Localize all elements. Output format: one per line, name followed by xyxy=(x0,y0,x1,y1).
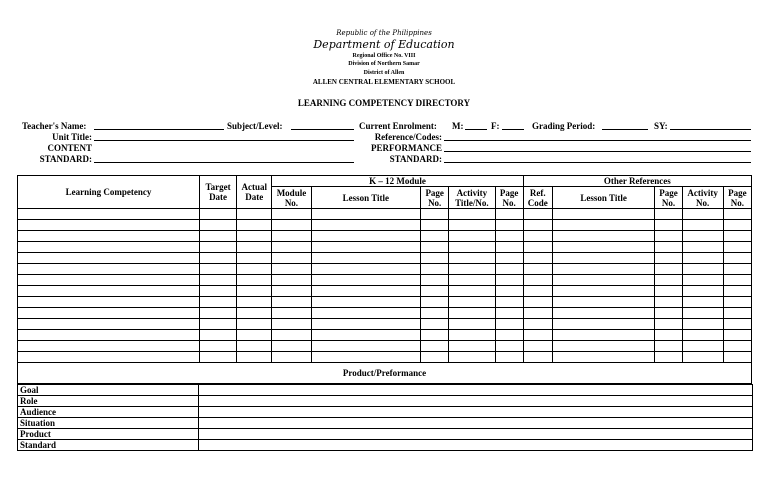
table-cell[interactable] xyxy=(682,264,723,275)
table-cell[interactable] xyxy=(272,286,311,297)
table-cell[interactable] xyxy=(449,209,495,220)
table-cell[interactable] xyxy=(523,286,552,297)
product-row-label: Goal xyxy=(18,385,199,396)
table-cell[interactable] xyxy=(272,308,311,319)
table-cell[interactable] xyxy=(523,319,552,330)
table-cell[interactable] xyxy=(199,341,236,352)
table-cell[interactable] xyxy=(495,286,523,297)
grading-period-label: Grading Period: xyxy=(532,121,596,131)
table-cell[interactable] xyxy=(237,209,272,220)
table-cell[interactable] xyxy=(311,209,421,220)
table-cell[interactable] xyxy=(655,209,682,220)
table-cell[interactable] xyxy=(311,253,421,264)
table-cell[interactable] xyxy=(682,341,723,352)
table-cell[interactable] xyxy=(18,220,200,231)
product-row-label: Situation xyxy=(18,418,199,429)
reference-codes-field[interactable] xyxy=(444,140,751,141)
header-target-date: Target Date xyxy=(199,176,236,209)
table-cell[interactable] xyxy=(272,330,311,341)
table-cell[interactable] xyxy=(237,341,272,352)
table-cell[interactable] xyxy=(682,308,723,319)
table-cell[interactable] xyxy=(18,209,200,220)
table-cell[interactable] xyxy=(421,286,449,297)
header-k12-module: K – 12 Module xyxy=(272,176,523,187)
table-cell[interactable] xyxy=(523,220,552,231)
content-label: CONTENT xyxy=(47,143,92,153)
table-cell[interactable] xyxy=(655,253,682,264)
table-cell[interactable] xyxy=(723,308,751,319)
table-cell[interactable] xyxy=(272,319,311,330)
product-row-situation xyxy=(18,418,753,429)
school-heading: ALLEN CENTRAL ELEMENTARY SCHOOL xyxy=(312,78,456,86)
table-cell[interactable] xyxy=(723,264,751,275)
table-cell[interactable] xyxy=(449,264,495,275)
table-cell[interactable] xyxy=(421,242,449,253)
table-cell[interactable] xyxy=(449,231,495,242)
table-cell[interactable] xyxy=(311,231,421,242)
table-cell[interactable] xyxy=(723,209,751,220)
table-cell[interactable] xyxy=(523,297,552,308)
product-row-goal xyxy=(18,385,753,396)
table-cell[interactable] xyxy=(421,231,449,242)
product-row-standard xyxy=(18,440,753,451)
table-cell[interactable] xyxy=(272,253,311,264)
product-row-label: Role xyxy=(18,396,199,407)
table-cell[interactable] xyxy=(682,209,723,220)
table-cell[interactable] xyxy=(723,319,751,330)
table-cell[interactable] xyxy=(723,297,751,308)
table-cell[interactable] xyxy=(199,253,236,264)
table-cell[interactable] xyxy=(723,253,751,264)
table-cell[interactable] xyxy=(495,242,523,253)
table-cell[interactable] xyxy=(523,253,552,264)
table-cell[interactable] xyxy=(449,275,495,286)
table-cell[interactable] xyxy=(18,286,200,297)
table-cell[interactable] xyxy=(682,319,723,330)
table-cell[interactable] xyxy=(655,297,682,308)
header-module-no: Module No. xyxy=(272,187,311,209)
header-activity-no: Activity No. xyxy=(682,187,723,209)
header-other-page-no: Page No. xyxy=(723,187,751,209)
subject-level-label: Subject/Level: xyxy=(227,121,283,131)
table-cell[interactable] xyxy=(237,231,272,242)
table-row xyxy=(18,253,752,264)
header-learning-competency: Learning Competency xyxy=(18,176,200,209)
table-cell[interactable] xyxy=(237,308,272,319)
table-cell[interactable] xyxy=(552,286,655,297)
table-cell[interactable] xyxy=(495,264,523,275)
table-cell[interactable] xyxy=(18,352,200,363)
product-row-label: Product xyxy=(18,429,199,440)
department-heading: Department of Education xyxy=(313,38,455,51)
table-cell[interactable] xyxy=(237,264,272,275)
table-row xyxy=(18,286,752,297)
unit-title-label: Unit Title: xyxy=(52,132,92,142)
table-cell[interactable] xyxy=(655,330,682,341)
table-cell[interactable] xyxy=(495,231,523,242)
header-ref-code: Ref. Code xyxy=(523,187,552,209)
product-row-label: Audience xyxy=(18,407,199,418)
product-row-field[interactable] xyxy=(199,385,753,396)
table-cell[interactable] xyxy=(655,275,682,286)
table-cell[interactable] xyxy=(421,341,449,352)
table-cell[interactable] xyxy=(18,253,200,264)
table-cell[interactable] xyxy=(421,319,449,330)
table-cell[interactable] xyxy=(449,220,495,231)
teacher-name-field[interactable] xyxy=(94,129,224,130)
table-cell[interactable] xyxy=(552,330,655,341)
table-cell[interactable] xyxy=(495,297,523,308)
table-cell[interactable] xyxy=(552,341,655,352)
performance-field[interactable] xyxy=(444,151,751,152)
table-row xyxy=(18,352,752,363)
table-cell[interactable] xyxy=(449,297,495,308)
republic-heading: Republic of the Philippines xyxy=(336,29,432,37)
table-cell[interactable] xyxy=(199,319,236,330)
table-row xyxy=(18,308,752,319)
table-cell[interactable] xyxy=(449,242,495,253)
table-cell[interactable] xyxy=(18,341,200,352)
table-cell[interactable] xyxy=(18,275,200,286)
table-cell[interactable] xyxy=(272,275,311,286)
table-cell[interactable] xyxy=(199,330,236,341)
region-heading: Regional Office No. VIII xyxy=(352,53,416,59)
table-cell[interactable] xyxy=(523,352,552,363)
table-cell[interactable] xyxy=(18,330,200,341)
table-cell[interactable] xyxy=(655,341,682,352)
table-row xyxy=(18,297,752,308)
product-row-label: Standard xyxy=(18,440,199,451)
header-actual-date: Actual Date xyxy=(237,176,272,209)
table-cell[interactable] xyxy=(495,209,523,220)
table-cell[interactable] xyxy=(421,220,449,231)
table-cell[interactable] xyxy=(655,231,682,242)
table-cell[interactable] xyxy=(237,220,272,231)
table-cell[interactable] xyxy=(421,209,449,220)
table-cell[interactable] xyxy=(523,308,552,319)
table-cell[interactable] xyxy=(421,352,449,363)
table-cell[interactable] xyxy=(311,264,421,275)
table-cell[interactable] xyxy=(682,275,723,286)
table-cell[interactable] xyxy=(495,330,523,341)
table-row xyxy=(18,231,752,242)
table-cell[interactable] xyxy=(18,264,200,275)
subject-level-field[interactable] xyxy=(291,129,354,130)
table-cell[interactable] xyxy=(237,297,272,308)
table-cell[interactable] xyxy=(421,275,449,286)
district-heading: District of Allen xyxy=(363,70,405,76)
current-enrolment-label: Current Enrolment: xyxy=(359,121,437,131)
table-cell[interactable] xyxy=(237,242,272,253)
table-cell[interactable] xyxy=(682,220,723,231)
table-cell[interactable] xyxy=(523,275,552,286)
product-row-product xyxy=(18,429,753,440)
content-standard-field[interactable] xyxy=(94,162,354,163)
header-lesson-title: Lesson Title xyxy=(311,187,421,209)
table-cell[interactable] xyxy=(723,286,751,297)
table-cell[interactable] xyxy=(237,286,272,297)
table-cell[interactable] xyxy=(723,330,751,341)
table-cell[interactable] xyxy=(449,308,495,319)
table-cell[interactable] xyxy=(552,264,655,275)
teacher-name-label: Teacher's Name: xyxy=(22,121,87,131)
table-cell[interactable] xyxy=(552,319,655,330)
product-row-audience xyxy=(18,407,753,418)
content-standard-label: STANDARD: xyxy=(39,154,92,164)
table-cell[interactable] xyxy=(449,352,495,363)
table-row xyxy=(18,209,752,220)
table-cell[interactable] xyxy=(199,264,236,275)
grading-period-field[interactable] xyxy=(602,129,648,130)
table-cell[interactable] xyxy=(421,253,449,264)
product-row-field[interactable] xyxy=(199,407,753,418)
table-cell[interactable] xyxy=(523,330,552,341)
table-cell[interactable] xyxy=(199,352,236,363)
table-cell[interactable] xyxy=(495,253,523,264)
table-cell[interactable] xyxy=(552,275,655,286)
table-cell[interactable] xyxy=(523,242,552,253)
table-cell[interactable] xyxy=(237,275,272,286)
table-row xyxy=(18,275,752,286)
table-cell[interactable] xyxy=(18,319,200,330)
male-field[interactable] xyxy=(465,129,487,130)
table-cell[interactable] xyxy=(421,330,449,341)
table-cell[interactable] xyxy=(449,330,495,341)
table-cell[interactable] xyxy=(523,341,552,352)
table-row xyxy=(18,220,752,231)
table-cell[interactable] xyxy=(311,242,421,253)
table-cell[interactable] xyxy=(552,242,655,253)
table-cell[interactable] xyxy=(682,297,723,308)
product-performance-table xyxy=(17,384,753,451)
male-label: M: xyxy=(452,121,464,131)
document-title: LEARNING COMPETENCY DIRECTORY xyxy=(297,98,471,108)
table-cell[interactable] xyxy=(311,308,421,319)
table-cell[interactable] xyxy=(723,341,751,352)
table-cell[interactable] xyxy=(272,231,311,242)
header-page-no: Page No. xyxy=(495,187,523,209)
table-cell[interactable] xyxy=(552,231,655,242)
header-activity-title-no: Activity Title/No. xyxy=(449,187,495,209)
table-cell[interactable] xyxy=(723,231,751,242)
table-cell[interactable] xyxy=(199,209,236,220)
division-heading: Division of Northern Samar xyxy=(348,61,420,67)
table-cell[interactable] xyxy=(272,264,311,275)
table-cell[interactable] xyxy=(682,253,723,264)
table-cell[interactable] xyxy=(552,209,655,220)
table-row xyxy=(18,264,752,275)
table-row xyxy=(18,330,752,341)
table-cell[interactable] xyxy=(272,242,311,253)
table-cell[interactable] xyxy=(682,242,723,253)
table-cell[interactable] xyxy=(272,209,311,220)
reference-codes-label: Reference/Codes: xyxy=(374,132,442,142)
table-cell[interactable] xyxy=(682,330,723,341)
table-cell[interactable] xyxy=(311,286,421,297)
table-cell[interactable] xyxy=(311,341,421,352)
table-cell[interactable] xyxy=(655,352,682,363)
product-row-field[interactable] xyxy=(199,418,753,429)
table-cell[interactable] xyxy=(18,231,200,242)
product-performance-heading: Product/Preformance xyxy=(18,363,752,384)
sy-field[interactable] xyxy=(670,129,751,130)
table-cell[interactable] xyxy=(723,275,751,286)
table-cell[interactable] xyxy=(495,352,523,363)
table-cell[interactable] xyxy=(552,253,655,264)
header-other-lesson-title: Lesson Title xyxy=(552,187,655,209)
table-cell[interactable] xyxy=(655,220,682,231)
table-cell[interactable] xyxy=(199,297,236,308)
table-cell[interactable] xyxy=(495,319,523,330)
table-row xyxy=(18,319,752,330)
table-row xyxy=(18,341,752,352)
table-cell[interactable] xyxy=(655,308,682,319)
competency-table xyxy=(17,175,752,384)
table-cell[interactable] xyxy=(449,253,495,264)
table-cell[interactable] xyxy=(421,297,449,308)
performance-standard-label: STANDARD: xyxy=(389,154,442,164)
table-cell[interactable] xyxy=(495,308,523,319)
table-cell[interactable] xyxy=(552,352,655,363)
table-cell[interactable] xyxy=(449,341,495,352)
table-cell[interactable] xyxy=(199,308,236,319)
table-cell[interactable] xyxy=(237,319,272,330)
table-cell[interactable] xyxy=(421,308,449,319)
table-cell[interactable] xyxy=(272,220,311,231)
table-cell[interactable] xyxy=(449,319,495,330)
table-cell[interactable] xyxy=(523,231,552,242)
table-cell[interactable] xyxy=(552,220,655,231)
product-row-role xyxy=(18,396,753,407)
table-cell[interactable] xyxy=(237,330,272,341)
table-cell[interactable] xyxy=(655,264,682,275)
performance-label: PERFORMANCE xyxy=(371,143,442,153)
female-label: F: xyxy=(491,121,500,131)
table-cell[interactable] xyxy=(523,264,552,275)
product-row-field[interactable] xyxy=(199,429,753,440)
table-cell[interactable] xyxy=(199,220,236,231)
table-cell[interactable] xyxy=(311,297,421,308)
table-cell[interactable] xyxy=(655,319,682,330)
table-cell[interactable] xyxy=(682,231,723,242)
header-other-references: Other References xyxy=(523,176,751,187)
unit-title-field[interactable] xyxy=(94,140,354,141)
table-cell[interactable] xyxy=(199,231,236,242)
table-cell[interactable] xyxy=(199,242,236,253)
table-cell[interactable] xyxy=(552,308,655,319)
product-row-field[interactable] xyxy=(199,396,753,407)
table-cell[interactable] xyxy=(199,286,236,297)
table-cell[interactable] xyxy=(523,209,552,220)
table-cell[interactable] xyxy=(272,352,311,363)
table-cell[interactable] xyxy=(495,220,523,231)
table-cell[interactable] xyxy=(199,275,236,286)
table-cell[interactable] xyxy=(655,242,682,253)
table-cell[interactable] xyxy=(272,341,311,352)
sy-label: SY: xyxy=(654,121,668,131)
table-cell[interactable] xyxy=(311,330,421,341)
table-cell[interactable] xyxy=(311,319,421,330)
table-cell[interactable] xyxy=(311,352,421,363)
table-cell[interactable] xyxy=(449,286,495,297)
table-cell[interactable] xyxy=(18,297,200,308)
female-field[interactable] xyxy=(502,129,524,130)
table-cell[interactable] xyxy=(682,286,723,297)
table-cell[interactable] xyxy=(495,275,523,286)
table-cell[interactable] xyxy=(18,308,200,319)
header-other-page-no: Page No. xyxy=(655,187,682,209)
table-cell[interactable] xyxy=(311,220,421,231)
table-cell[interactable] xyxy=(237,352,272,363)
table-cell[interactable] xyxy=(552,297,655,308)
table-cell[interactable] xyxy=(272,297,311,308)
performance-standard-field[interactable] xyxy=(444,162,751,163)
product-row-field[interactable] xyxy=(199,440,753,451)
table-cell[interactable] xyxy=(682,352,723,363)
table-cell[interactable] xyxy=(421,264,449,275)
table-cell[interactable] xyxy=(495,341,523,352)
table-cell[interactable] xyxy=(723,242,751,253)
table-cell[interactable] xyxy=(18,242,200,253)
header-page-no: Page No. xyxy=(421,187,449,209)
table-cell[interactable] xyxy=(237,253,272,264)
table-cell[interactable] xyxy=(723,220,751,231)
table-row xyxy=(18,242,752,253)
table-cell[interactable] xyxy=(723,352,751,363)
table-cell[interactable] xyxy=(655,286,682,297)
table-cell[interactable] xyxy=(311,275,421,286)
